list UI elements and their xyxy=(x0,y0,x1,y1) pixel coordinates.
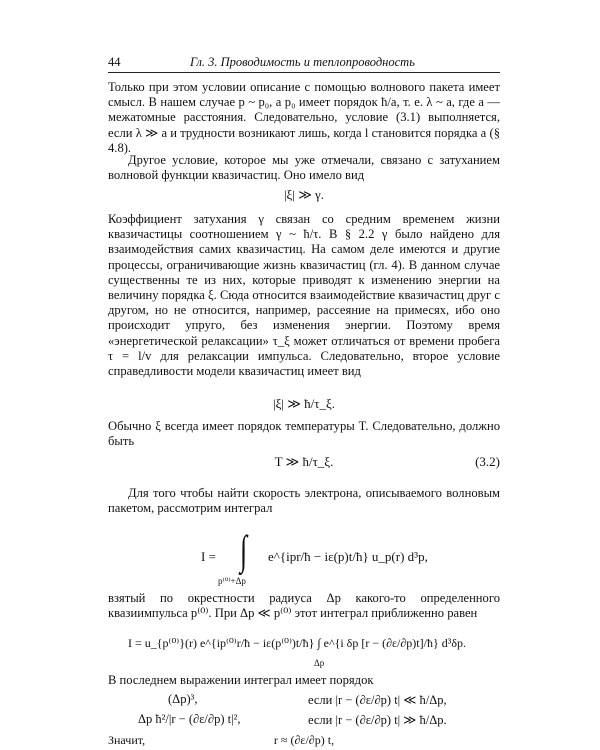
running-header xyxy=(108,54,500,73)
paragraph-7: В последнем выражении интеграл имеет порядок xyxy=(108,673,374,687)
equation-3: T ≫ ħ/τ_ξ. xyxy=(274,454,334,469)
equation-5-row xyxy=(108,630,500,670)
equation-6 xyxy=(108,692,500,732)
paragraph-2: Другое условие, которое мы уже отмечали, связано с затуханием волновой функции квазичастиц. Оно имело вид xyxy=(108,153,500,183)
paragraph-3: Коэффициент затухания γ связан со средним временем жизни квазичастицы соотношением γ ~ ħ/τ. В § 2.2 γ было найдено для взаимодействия самих квазичастиц. На самом деле имеются и другие процессы, ограничивающие жизнь квазичастиц (гл. 4). В данном случае существенны те из них, которые приводят к изменению энергии на величину порядка ξ. Сюда относится взаимодействие квазичастиц друг с другом, но не относится, например, рассеяние на примесях, ибо оно происходит упруго, без изменения энергии. Поэтому время «энергетической релаксации» τ_ξ может отличаться от времени пробега τ = l/v для релаксации импульса. Следовательно, второе условие справедливости модели квазичастиц имеет вид xyxy=(108,212,500,379)
equation-4 xyxy=(108,524,500,584)
equation-4-lhs: I = xyxy=(201,549,216,564)
paragraph-6: взятый по окрестности радиуса Δp какого-то определенного квазиимпульса p⁽⁰⁾. При Δp ≪ p⁽⁰⁾ этот интеграл приближенно равен xyxy=(108,591,500,621)
paragraph-1: Только при этом условии описание с помощью волнового пакета имеет смысл. В нашем случае p ~ p₀, а p₀ имеет порядок ħ/a, т. е. λ ~ a, где a — межатомные расстояния. Следовательно, условие (3.1) выполняется, если λ ≫ a и трудности возникают лишь, когда l становится порядка a (§ 4.8). xyxy=(108,80,500,155)
equation-2: |ξ| ≫ ħ/τ_ξ. xyxy=(273,396,335,411)
paragraph-5: Для того чтобы найти скорость электрона, описываемого волновым пакетом, рассмотрим интеграл xyxy=(108,486,500,516)
eq6-row1-left: (Δp)³, xyxy=(168,692,198,706)
chapter-title: Гл. 3. Проводимость и теплопроводность xyxy=(190,55,415,69)
paragraph-8: Значит, xyxy=(108,733,146,747)
equation-4-body: e^{ipr/ħ − iε(p)t/ħ} u_p(r) d³p, xyxy=(268,549,428,564)
integral-sign: ∫ xyxy=(240,527,248,574)
page-number: 44 xyxy=(108,55,121,69)
equation-number: (3.2) xyxy=(475,454,500,469)
equation-5-limit: Δp xyxy=(314,658,325,668)
eq6-row1-right: если |r − (∂ε/∂p) t| ≪ ħ/Δp, xyxy=(308,693,447,707)
equation-1: |ξ| ≫ γ. xyxy=(283,187,325,202)
eq6-row2-left: Δp ħ²/|r − (∂ε/∂p) t|², xyxy=(138,712,241,726)
equation-4-limit: p⁽⁰⁾+Δp xyxy=(218,576,246,586)
equation-7: r ≈ (∂ε/∂p) t, xyxy=(273,733,335,747)
paragraph-4: Обычно ξ всегда имеет порядок температуры T. Следовательно, должно быть xyxy=(108,419,500,449)
eq6-row2-right: если |r − (∂ε/∂p) t| ≫ ħ/Δp. xyxy=(308,713,447,727)
equation-3-row xyxy=(108,454,500,470)
equation-5: I = u_{p⁽⁰⁾}(r) e^{ip⁽⁰⁾r/ħ − iε(p⁽⁰⁾)t/ħ} ∫ e^{i δp [r − (∂ε/∂p)t]/ħ} d³δp. xyxy=(128,636,466,650)
